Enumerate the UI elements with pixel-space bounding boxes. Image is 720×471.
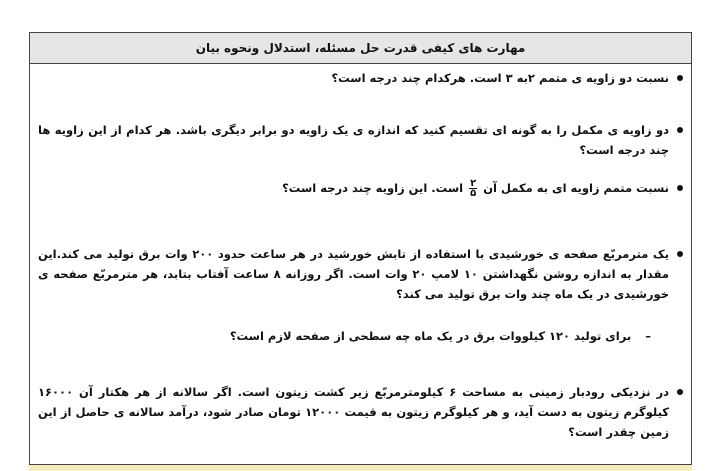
bullet-icon (677, 185, 683, 191)
dash-marker: – (645, 329, 651, 343)
question-text: یک مترمربّع صفحه ی خورشیدی با استفاده از تابش خورشید در هر ساعت حدود ۲۰۰ وات برق تولید می کند.این مقدار به اندازه روشن نگهداشتن ۱۰ لامپ ۲۰ وات است. اگر روزانه ۸ ساعت آفتاب بتابد، هر مترمربّع صفحه ی خورشیدی در یک ماه چند وات برق تولید می کند؟ (38, 247, 670, 301)
bullet-icon (677, 127, 683, 133)
question-item-5 (38, 382, 683, 442)
question-text-before: نسبت متمم زاویه ای به مکمل آن (483, 181, 669, 195)
question-item-3 (38, 178, 683, 198)
question-item-2 (38, 120, 683, 160)
question-item-4 (38, 244, 683, 304)
question-item-1 (38, 68, 683, 88)
question-text (38, 178, 669, 198)
question-text: دو زاویه ی مکمل را به گونه ای تقسیم کنید که اندازه ی یک زاویه دو برابر دیگری باشد. هر کدام از این زاویه ها چند درجه است؟ (38, 123, 669, 157)
fraction-numerator: ۲ (470, 178, 477, 189)
question-text-after: است. این زاویه چند درجه است؟ (282, 181, 464, 195)
fraction-denominator: ۵ (470, 188, 477, 199)
sub-question (38, 326, 651, 346)
bullet-icon (677, 251, 683, 257)
table-header (30, 33, 691, 64)
worksheet-table (29, 32, 692, 471)
fraction (469, 179, 477, 198)
bullet-icon (677, 389, 683, 395)
next-section-strip (29, 464, 692, 471)
sub-question-text: برای تولید ۱۲۰ کیلووات برق در یک ماه چه سطحی از صفحه لازم است؟ (229, 329, 632, 343)
question-text: نسبت دو زاویه ی متمم ۲به ۳ است. هرکدام چند درجه است؟ (331, 71, 669, 85)
bullet-icon (677, 75, 683, 81)
question-text: در نزدیکی رودبار زمینی به مساحت ۶ کیلومترمربّع زیر کشت زیتون است. اگر سالانه از هر هکتار آن ۱۶۰۰۰ کیلوگرم زیتون به دست آید، و هر کیلوگرم زیتون به قیمت ۱۲۰۰۰ تومان صادر شود، درآمد سالانه ی حاصل از این زمین چقدر است؟ (38, 385, 669, 439)
header-title: مهارت های کیفی قدرت حل مسئله، استدلال ونحوه بیان (195, 41, 526, 55)
